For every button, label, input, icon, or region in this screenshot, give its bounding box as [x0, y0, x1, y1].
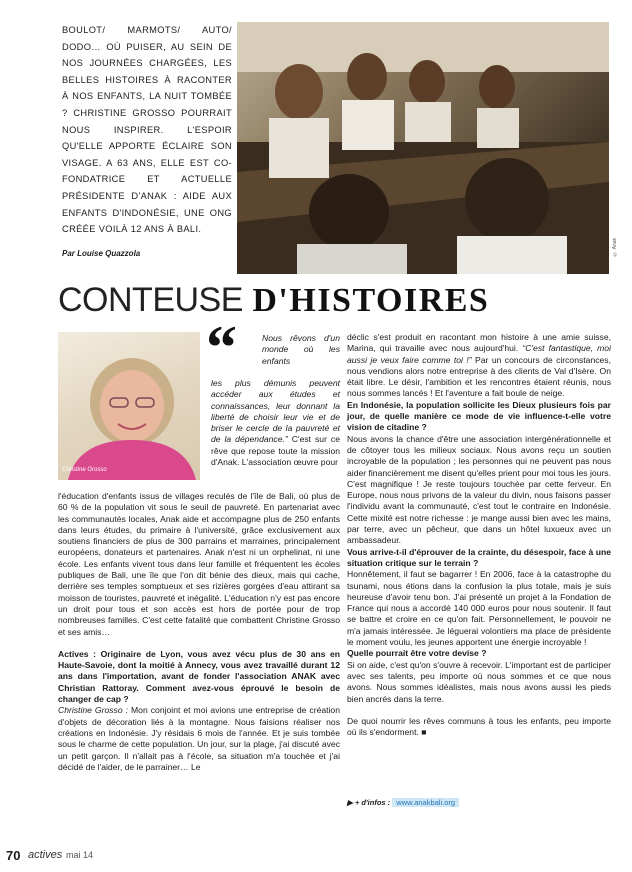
col2-answer-2: Nous avons la chance d'être une association intergénérationnelle et de côtoyer tous les milieux sociaux. Nous avons reçu un soutien incroyable de la population ; les personnes qui ne peuvent pas nous aider financièrement me disent qu'elles prient pour moi tous les jours. C'est magnifique ! Je reste toujours touchée par cette ferveur. En Europe, nous nous privons de la valeur du divin, nous faisons passer l'individu avant la communauté, c'est tout le contraire en Indonésie. Cette mixité est notre richesse : je mange aussi bien avec les mains, par terre, avec un pêcheur, que dans un hôtel luxueux avec un ambassadeur.: [347, 433, 611, 546]
column-1: [58, 491, 340, 773]
col2-paragraph-1: déclic s'est produit en racontant mon histoire à une amie suisse, Marina, qui travaille avec nous aujourd'hui. “C'est fantastique, moi aussi je veux faire comme toi !” Par un concours de circonstances, nous vendions alors notre entreprise à des clients de Val d'Isère. On était libre. Le désir, l'ambition et les rencontres étaient réunis, nous nous sommes lancés ! Et l'aventure a fait boule de neige.: [347, 332, 611, 399]
portrait-caption: Christine Grosso: [62, 467, 107, 473]
col2-answer-4: Si on aide, c'est qu'on s'ouvre à recevoir. L'important est de participer avec ses talents, peu importe où nous sommes et ce que nous avons. Nous sommes idéalistes, mais nous avons aussi les pieds bien ancrés dans la terre.: [347, 659, 611, 704]
quote-text: les plus démunis peuvent accéder aux études et connaissances, leur donnant la liberté de choisir leur vie et de briser le cercle de la pauvreté et de la dépendance.”: [211, 378, 340, 445]
magazine-brand: actives: [28, 849, 63, 861]
col2-question-3: Vous arrive-t-il d'éprouver de la crainte, du désespoir, face à une situation critique sur le terrain ?: [347, 546, 611, 568]
website-link[interactable]: www.anakbali.org: [392, 798, 459, 807]
article-title: [58, 280, 489, 321]
column-2: [347, 332, 611, 738]
children-photo: [237, 22, 609, 274]
quote-mark: “: [206, 314, 237, 382]
col1-paragraph: l'éducation d'enfants issus de villages reculés de l'île de Bali, où plus de 60 % de la population vit sous le seuil de pauvreté. En partenariat avec les communautés locales, Anak aide et accompagne plus de 250 enfants dans leurs études, du primaire à l'université, grâce exclusivement aux soutiens financiers de plus de 300 parrains et marraines, principalement européens, donateurs et partenaires. Anak n'est ni un orphelinat, ni une école. Les enfants vivent tous dans leur famille et fréquentent les écoles publiques de Bali, une île que l'on dit bénie des dieux, mais qui cache, derrière ses temples somptueux et ses rizières gorgées d'eau attirant sa moisson de touristes, pauvreté et inégalité. L'éducation n'y est pas encore un droit pour tous et son accès est hors de portée pour de trop nombreuses familles. C'est cette fatalité que combattent Christine Grosso et ses amis…: [58, 491, 340, 637]
title-part-1: CONTEUSE: [58, 281, 243, 319]
quote-intro: [262, 333, 340, 367]
more-info-label: ▶ + d'infos :: [347, 798, 391, 807]
byline: Par Louise Quazzola: [62, 249, 141, 258]
quote-intro-text: Nous rêvons d'un monde où les enfants: [262, 333, 340, 366]
intro-text: BOULOT/ MARMOTS/ AUTO/ DODO… OÙ PUISER, AU SEIN DE NOS JOURNÉES CHARGÉES, LES BELLES HISTOIRES À RACONTER À NOS ENFANTS, LA NUIT TOMBÉE ? CHRISTINE GROSSO POURRAIT NOUS INSPIRER. L'ESPOIR QU'ELLE APPORTE ÉCLAIRE SON VISAGE. A 63 ANS, ELLE EST CO-FONDATRICE ET ACTUELLE PRÉSIDENTE D'ANAK : AIDE AUX ENFANTS D'INDONÉSIE, UNE ONG CRÉÉE VOILÀ 12 ANS À BALI.: [62, 25, 232, 235]
photo-credit: © Anak: [612, 238, 618, 257]
col2-closing: De quoi nourrir les rêves communs à tous les enfants, peu importe où ils s'endorment. ■: [347, 715, 611, 738]
col2-answer-3: Honnêtement, il faut se bagarrer ! En 2006, face à la catastrophe du tsunami, nous étions dans la confusion la plus totale, mais je suis heureuse d'avoir tenu bon. J'ai présenté un projet à la Fondation de France qui nous a accordé 140 000 euros pour nous soutenir. Il faut se battre et croire en ce qu'on fait. Personnellement, le pouvoir ne m'a jamais intéressée. Je léguerai volontiers ma place de présidente le moment voulu, les jeunes apportent une énergie incroyable !: [347, 569, 611, 648]
children-illustration: [237, 22, 609, 274]
more-info: [347, 798, 459, 807]
col1-question: Actives : Originaire de Lyon, vous avez vécu plus de 30 ans en Haute-Savoie, dont la moitié à Annecy, vous avez travaillé durant 12 ans dans l'importation, avant de fonder l'association ANAK avec Christian Rattoray. Comment avez-vous éprouvé le besoin de changer de cap ?: [58, 648, 340, 705]
answer-label: Christine Grosso :: [58, 705, 129, 716]
portrait-illustration: [58, 332, 200, 480]
quote-body: [211, 378, 340, 468]
page-number: 70: [6, 848, 21, 863]
issue-date: mai 14: [66, 850, 94, 860]
title-part-2: D'HISTOIRES: [252, 282, 490, 319]
portrait-photo: [58, 332, 200, 480]
col1-answer: Christine Grosso : Mon conjoint et moi avions une entreprise de création d'objets de décoration liés à la montagne. Nous faisions réaliser nos créations en Indonésie. J'y résidais 6 mois de l'année. Et je suis tombée sous le charme de cette population. Un jour, sur la plage, j'ai discuté avec un petit garçon. Il n'allait pas à l'école, sa situation m'a touchée et j'ai décidé de l'aider, de le parrainer… Le: [58, 705, 340, 772]
quote-after: C'est sur ce rêve que repose toute la mission d'Anak. L'association œuvre pour: [211, 434, 340, 468]
col2-question-4: Quelle pourrait être votre devise ?: [347, 648, 487, 659]
col2-question-2: En Indonésie, la population sollicite les Dieux plusieurs fois par jour, de quelle manière ce mode de vie influence-t-elle votre vision de citadine ?: [347, 399, 611, 433]
